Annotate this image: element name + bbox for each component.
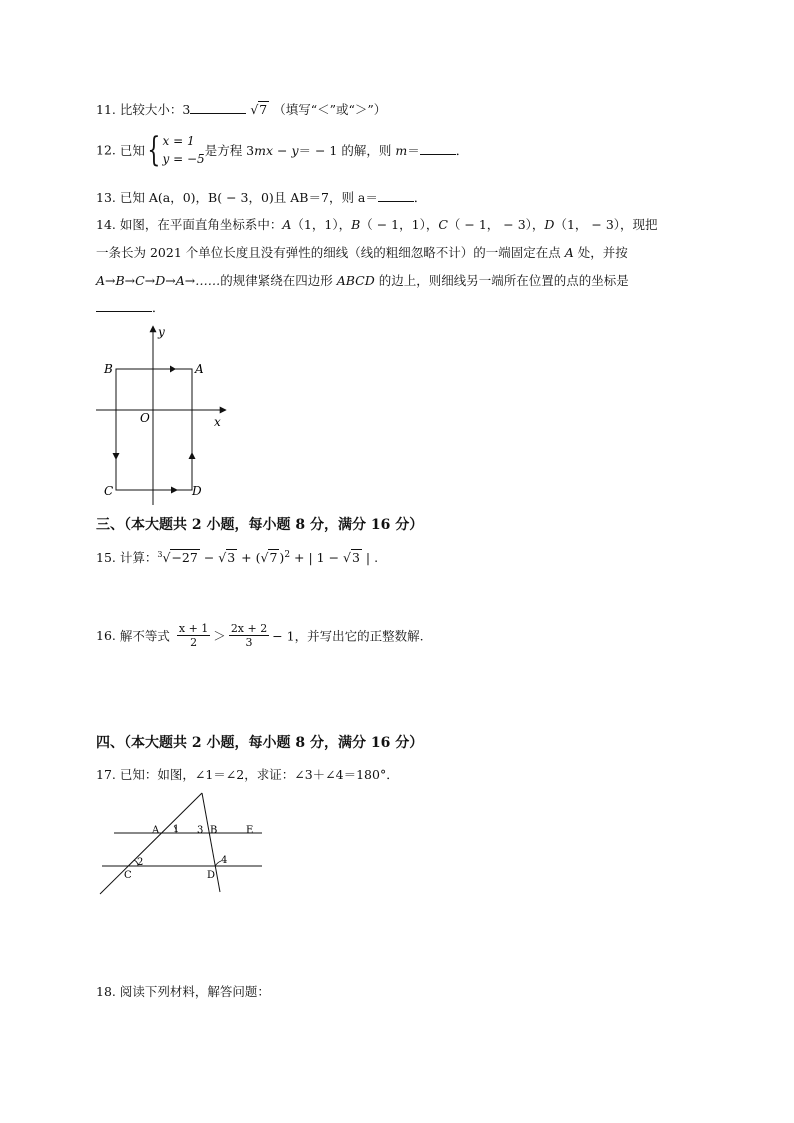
q18-text: 阅读下列材料，解答问题： — [119, 984, 270, 999]
q15-radicand-3: 7 — [269, 550, 278, 565]
q14-l3d: 的边上，则细线另一端所在位置的点的坐标是 — [374, 273, 629, 288]
question-11 — [96, 100, 386, 118]
q14-pD: D — [544, 217, 555, 232]
q14-answer-blank[interactable] — [96, 299, 152, 312]
q13-end: ． — [413, 190, 427, 205]
label-4: 4 — [221, 855, 228, 866]
label-c: C — [124, 870, 132, 881]
question-14-line-3 — [96, 271, 629, 289]
q12-eq1: x = 1 — [162, 134, 195, 148]
q14-l2b: 处，并按 — [573, 245, 628, 260]
arrow-da — [189, 452, 196, 459]
q15-cube-index: 3 — [157, 549, 163, 559]
q14-pD-coord: （1， − 3），现把 — [554, 217, 658, 232]
question-15: 15. 计算：$^3$√−27 − √3 + (√7 )$^2$ + | 1 − √3 | . — [96, 549, 379, 565]
label-b: B — [104, 362, 113, 376]
arrow-bc — [113, 453, 120, 460]
rectangle-abcd — [116, 369, 192, 490]
question-12 — [96, 132, 468, 168]
q12-f: ． — [455, 143, 469, 158]
q14-pC: C — [438, 217, 448, 232]
q17-parallel-lines-figure — [94, 790, 269, 900]
q14-l3c: ABCD — [336, 273, 375, 288]
section-4-heading: 四、（本大题共 2 小题，每小题 8 分，满分 16 分） — [96, 735, 424, 751]
q12-e: ＝ — [407, 143, 420, 158]
label-1: 1 — [173, 824, 180, 835]
q12-number: 12. — [96, 142, 116, 158]
q16-num-2: 2x + 2 — [230, 622, 268, 635]
label-o: O — [140, 411, 150, 425]
label-x: x — [214, 415, 221, 429]
q16-fraction-1 — [177, 622, 210, 649]
question-16 — [96, 622, 424, 649]
q12-system — [163, 132, 205, 168]
q15-abs-open: + | 1 − — [290, 550, 344, 565]
q16-den-2: 3 — [245, 636, 253, 649]
label-d: D — [207, 870, 216, 881]
label-e: E — [246, 825, 254, 836]
q16-number: 16. — [96, 628, 116, 643]
q12-text-b — [205, 143, 469, 158]
q14-l2a: 一条长为 2021 个单位长度且没有弹性的细线（线的粗细忽略不计）的一端固定在点 — [96, 245, 565, 260]
q17-number: 17. — [96, 767, 116, 782]
q12-m: m — [395, 143, 408, 158]
q12-brace: { — [147, 130, 161, 170]
q13-text: 已知 A(a，0)，B( − 3，0)且 AB＝7，则 a＝ — [119, 190, 378, 205]
q11-answer-blank[interactable] — [190, 101, 246, 114]
label-a: A — [152, 825, 160, 836]
q15-plus-open: + ( — [237, 550, 261, 565]
q16-text-b: − 1，并写出它的正整数解. — [272, 628, 424, 644]
q16-text-a: 解不等式 — [119, 628, 170, 644]
section-3-heading: 三、（本大题共 2 小题，每小题 8 分，满分 16 分） — [96, 517, 424, 533]
q15-number: 15. — [96, 550, 116, 565]
question-14-line-4 — [96, 298, 165, 316]
q16-gt: ＞ — [213, 628, 226, 644]
q16-den-1: 2 — [190, 636, 198, 649]
q11-number: 11. — [96, 102, 116, 117]
label-d: D — [192, 484, 202, 498]
label-c: C — [104, 484, 114, 498]
label-3: 3 — [197, 825, 204, 836]
q15-text: 计算： — [119, 550, 158, 565]
q15-abs-close: | . — [361, 550, 379, 565]
question-17 — [96, 765, 399, 783]
q18-number: 18. — [96, 984, 116, 999]
q14-pA: A — [282, 217, 292, 232]
arrow-cd — [171, 487, 178, 494]
q14-pB-coord: （ − 1，1）， — [360, 217, 439, 232]
q13-answer-blank[interactable] — [378, 189, 414, 202]
q15-radicand-4: 3 — [352, 550, 360, 565]
transversal-ac — [100, 793, 202, 894]
q16-num-1: x + 1 — [178, 622, 209, 635]
q16-fraction-2 — [229, 622, 269, 649]
q12-text-a: 已知 — [119, 143, 145, 158]
q15-exponent: 2 — [284, 549, 291, 560]
question-13 — [96, 188, 426, 206]
q14-pA-coord: （1，1）， — [291, 217, 352, 232]
q12-mx: mx — [254, 143, 274, 158]
label-y: y — [158, 325, 165, 339]
q14-pB: B — [351, 217, 361, 232]
q13-number: 13. — [96, 190, 116, 205]
q11-text-a: 比较大小：3 — [119, 102, 191, 117]
q12-b: 是方程 3 — [204, 143, 255, 158]
q15-close: ) — [279, 550, 285, 565]
q12-d: ＝ − 1 的解，则 — [298, 143, 396, 158]
q12-c: − — [273, 143, 292, 158]
q12-y: y — [291, 143, 299, 158]
label-b: B — [210, 825, 218, 836]
q14-l3a: A→B→C→D→A→…… — [96, 273, 221, 288]
question-18 — [96, 982, 270, 1000]
q14-l3b: 的规律紧绕在四边形 — [220, 273, 337, 288]
question-14-line-1 — [96, 215, 658, 233]
question-14-line-2 — [96, 243, 628, 261]
q15-minus: − — [199, 550, 219, 565]
q11-text-b: （填写“＜”或“＞”） — [273, 102, 387, 117]
q14-l2A: A — [564, 245, 574, 260]
q15-radicand-1: −27 — [171, 550, 198, 565]
label-2: 2 — [137, 857, 144, 868]
q14-pC-coord: （ − 1， − 3）， — [447, 217, 545, 232]
q14-end: ． — [152, 300, 165, 315]
q14-l1a: 如图，在平面直角坐标系中： — [119, 217, 283, 232]
q15-radicand-2: 3 — [227, 550, 236, 565]
q11-sqrt: √7 — [250, 102, 268, 117]
q14-coordinate-figure — [96, 322, 246, 507]
label-a: A — [195, 362, 204, 376]
q17-text: 已知：如图，∠1＝∠2，求证：∠3＋∠4＝180°． — [119, 767, 399, 782]
q14-number: 14. — [96, 217, 116, 232]
arrow-ab — [170, 366, 176, 373]
q12-eq2: y = −5 — [162, 152, 205, 166]
q12-answer-blank[interactable] — [420, 142, 456, 155]
